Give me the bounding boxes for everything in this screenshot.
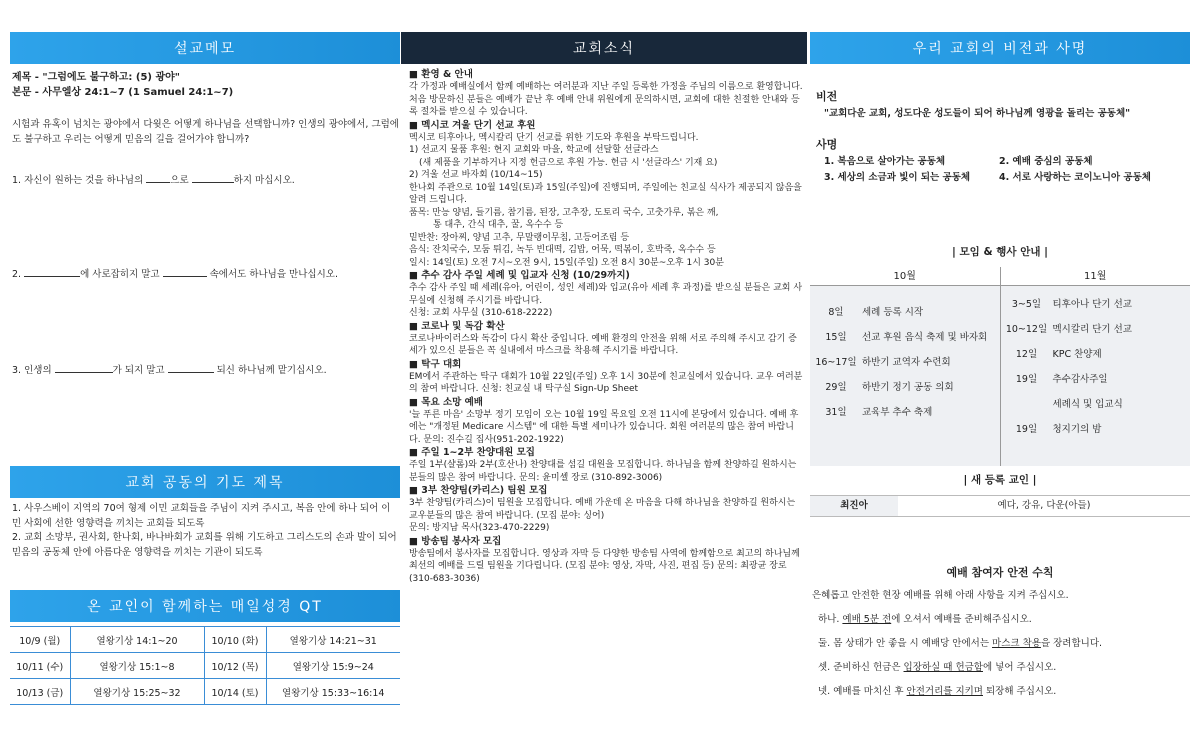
prayer-item: 1. 사우스베이 지역의 70여 형제 이민 교회들을 주님이 지켜 주시고, 복음 안에 하나 되어 이민 사회에 선한 영향력을 끼치는 교회들 되도록 xyxy=(12,503,391,529)
event-row: 29일 하반기 정기 공동 의회 xyxy=(825,382,954,393)
news-body: 1) 선교지 물품 후원: 현지 교회와 마을, 학교에 선달할 선글라스 xyxy=(409,145,659,155)
vision-header: 우리 교회의 비전과 사명 xyxy=(810,32,1190,64)
prayer-list xyxy=(12,502,398,560)
news-heading: ■ 환영 & 안내 xyxy=(409,69,473,80)
sermon-point-3: 3. 인생의 가 되지 말고 되신 하나님께 맡기십시오. xyxy=(12,365,327,376)
news-body: 문의: 방지남 목사(323-470-2229) xyxy=(409,523,550,533)
news-body: 3부 찬양팀(카리스)이 팀원을 모집합니다. 예배 가운데 온 마음을 다해 하나님을 찬양하길 원하시는 교우분들의 많은 참여 바랍니다. (모집 분야: 싱어) xyxy=(409,498,796,521)
news-header: 교회소식 xyxy=(401,32,807,64)
sermon-title: 제목 - "그럼에도 불구하고: (5) 광야" xyxy=(12,72,180,83)
news-body: 각 가정과 예배실에서 함께 예배하는 여러분과 지난 주일 등록한 가정을 주님의 이름으로 환영합니다. 처음 방문하신 분들은 예배가 끝난 후 예배 안내 위원에게 문의하시면, 교회에 대한 친절한 안내와 등록 절차를 받으실 수 있습니다. xyxy=(409,82,803,117)
event-row: 8일 세례 등록 시작 xyxy=(828,307,924,318)
sermon-column xyxy=(10,32,400,722)
qt-reading: 열왕기상 14:21~31 xyxy=(266,627,400,653)
news-body: 통 대추, 간식 대추, 꿀, 옥수수 등 xyxy=(433,220,564,230)
safety-rule: 하나. 예배 5분 전에 오셔서 예배를 준비해주십시오. xyxy=(818,614,1032,625)
mission-item: 3. 세상의 소금과 빛이 되는 공동체 xyxy=(824,172,971,183)
news-body: 주일 1부(샬롬)와 2부(호산나) 찬양대를 섬길 대원을 모집합니다. 하나님을 함께 찬양하길 원하시는 분들의 많은 참여 바랍니다. 문의: 윤미셸 장로 (310-892-3006) xyxy=(409,460,797,483)
safety-intro: 은혜롭고 안전한 현장 예배를 위해 아래 사항을 지켜 주십시오. xyxy=(812,590,1069,601)
qt-reading: 열왕기상 15:1~8 xyxy=(70,653,204,679)
qt-date: 10/13 (금) xyxy=(10,679,70,705)
prayer-header: 교회 공동의 기도 제목 xyxy=(10,466,400,498)
qt-reading: 열왕기상 15:9~24 xyxy=(266,653,400,679)
news-body: 신청: 교회 사무실 (310-618-2222) xyxy=(409,308,553,318)
november-events xyxy=(1001,286,1191,466)
safety-rule: 셋. 준비하신 헌금은 입장하실 때 헌금함에 넣어 주십시오. xyxy=(818,662,1057,673)
qt-date: 10/11 (수) xyxy=(10,653,70,679)
news-body: 방송팀에서 봉사자를 모집합니다. 영상과 자막 등 다양한 방송팀 사역에 함께함으로 최고의 하나님께 최선의 예배를 드릴 팀원을 기다립니다. (모집 분야: 영상, 자막, 사진, 편집 등) 문의: 최광균 장로 (310-683-3036) xyxy=(409,548,800,584)
safety-section xyxy=(810,564,1190,704)
news-list xyxy=(401,64,807,585)
event-row: 10~12일 멕시칼리 단기 선교 xyxy=(1005,324,1132,335)
qt-date: 10/14 (토) xyxy=(204,679,266,705)
mission-heading: 사명 xyxy=(816,138,838,151)
qt-date: 10/9 (월) xyxy=(10,627,70,653)
table-row xyxy=(10,627,400,653)
sermon-intro: 시험과 유혹이 넘치는 광야에서 다윗은 어떻게 하나님을 선택합니까? 인생의 광야에서, 그럼에도 불구하고 우리는 어떻게 믿음의 길을 걸어가야 합니까? xyxy=(12,119,399,145)
news-body: 2) 겨울 선교 바자회 (10/14~15) xyxy=(409,170,543,180)
news-heading: ■ 방송팀 봉사자 모집 xyxy=(409,535,502,547)
event-row: 19일 청지기의 밤 xyxy=(1015,424,1102,435)
news-body: 품목: 만능 양념, 들기름, 참기름, 된장, 고추장, 도토리 국수, 고춧가루, 볶은 깨, xyxy=(409,207,719,218)
vision-statement: "교회다운 교회, 성도다운 성도들이 되어 하나님께 영광을 돌리는 공동체" xyxy=(824,108,1131,119)
qt-header: 온 교인이 함께하는 매일성경 QT xyxy=(10,590,400,622)
event-row: 12일 KPC 찬양제 xyxy=(1015,349,1102,360)
mission-item: 1. 복음으로 살아가는 공동체 xyxy=(824,156,946,167)
month-label: 11월 xyxy=(1084,271,1107,282)
table-row xyxy=(10,653,400,679)
news-heading: ■ 추수 감사 주일 세례 및 입교자 신청 (10/29까지) xyxy=(409,270,630,281)
news-heading: ■ 코로나 및 독감 확산 xyxy=(409,320,505,332)
event-row: 세례식 및 입교식 xyxy=(1052,399,1123,410)
safety-title: 예배 참여자 안전 수칙 xyxy=(946,566,1054,579)
sermon-memo xyxy=(10,64,400,147)
news-body: 추수 감사 주일 때 세례(유아, 어린이, 성인 세례)와 입교(유아 세례 후 과정)를 받으실 분들은 교회 사무실에 신청해 주시기를 바랍니다. xyxy=(409,283,803,306)
events-section xyxy=(810,244,1190,466)
qt-table xyxy=(10,626,400,705)
event-row: 16~17일 하반기 교역자 수련회 xyxy=(815,357,951,368)
safety-rule: 둘. 몸 상태가 안 좋을 시 예배당 안에서는 마스크 착용을 장려합니다. xyxy=(818,638,1103,649)
news-body: 한나회 주관으로 10월 14일(토)과 15일(주일)에 진행되며, 주일에는 친교실 식사가 제공되지 않음을 알려 드립니다. xyxy=(409,182,802,205)
news-body: '늘 푸른 마음' 소망부 정기 모임이 오는 10월 19일 목요일 오전 11시에 본당에서 있습니다. 예배 후에는 "개정된 Medicare 시스템" 에 대한 특별 세미나가 있습니다. 회원 여러분의 많은 참여 바랍니다. 문의: 진수길 집사(951-202-1922) xyxy=(409,409,799,445)
news-column xyxy=(401,32,807,722)
news-body: 멕시코 티후아나, 멕시칼리 단기 선교를 위한 기도와 후원을 부탁드립니다. xyxy=(409,132,699,143)
news-body: (새 제품을 기부하거나 지정 헌금으로 후원 가능. 헌금 시 '선글라스' 기재 요) xyxy=(419,157,718,168)
news-body: 코로나바이러스와 독감이 다시 확산 중입니다. 예배 환경의 안전을 위해 서로 주의해 주시고 감기 증세가 있으신 분들은 꼭 실내에서 마스크를 착용해 주시기를 바랍니다. xyxy=(409,333,797,356)
sermon-scripture: 본문 - 사무엘상 24:1~7 (1 Samuel 24:1~7) xyxy=(12,87,234,98)
safety-rule: 넷. 예배를 마치신 후 안전거리를 지키며 퇴장해 주십시오. xyxy=(818,686,1057,697)
news-heading: ■ 탁구 대회 xyxy=(409,358,462,370)
news-heading: ■ 주일 1~2부 찬양대원 모집 xyxy=(409,447,535,458)
event-row: 31일 교육부 추수 축제 xyxy=(825,407,933,418)
october-events xyxy=(810,286,1001,466)
table-row xyxy=(10,679,400,705)
newcomer-family: 예다, 강유, 다운(아들) xyxy=(997,500,1091,511)
qt-date: 10/10 (화) xyxy=(204,627,266,653)
month-label: 10월 xyxy=(810,267,1001,285)
newcomer-name: 최진아 xyxy=(810,496,898,516)
qt-reading: 열왕기상 14:1~20 xyxy=(70,627,204,653)
news-heading: ■ 목요 소망 예배 xyxy=(409,396,483,408)
sermon-point-1: 1. 자신이 원하는 것을 하나님의 으로 하지 마십시오. xyxy=(12,175,295,186)
vision-heading: 비전 xyxy=(816,90,838,103)
event-row: 19일 추수감사주일 xyxy=(1015,374,1108,385)
news-heading: ■ 3부 찬양팀(카리스) 팀원 모집 xyxy=(409,485,548,496)
news-body: 음식: 잔치국수, 모둠 튀김, 녹두 빈대떡, 김밥, 어묵, 떡볶이, 호박죽, 옥수수 등 xyxy=(409,245,716,255)
events-title: | 모임 & 행사 안내 | xyxy=(952,246,1048,258)
event-row: 15일 선교 후원 음식 축제 및 바자회 xyxy=(825,332,988,343)
news-body: 일시: 14일(토) 오전 7시~오전 9시, 15일(주일) 오전 8시 30분~오후 1시 30분 xyxy=(409,257,724,268)
newcomers-section xyxy=(810,472,1190,517)
news-body: 밑반찬: 장아찌, 양념 고추, 무말랭이무침, 고등어조림 등 xyxy=(409,232,630,243)
vision-section xyxy=(810,64,1190,186)
mission-item: 4. 서로 사랑하는 코이노니아 공동체 xyxy=(999,172,1151,183)
sermon-header: 설교메모 xyxy=(10,32,400,64)
vision-column xyxy=(810,32,1190,722)
qt-reading: 열왕기상 15:33~16:14 xyxy=(266,679,400,705)
qt-date: 10/12 (목) xyxy=(204,653,266,679)
newcomers-title: | 새 등록 교인 | xyxy=(963,474,1037,486)
mission-item: 2. 예배 중심의 공동체 xyxy=(999,156,1093,167)
sermon-point-2: 2. 에 사로잡히지 말고 속에서도 하나님을 만나십시오. xyxy=(12,269,338,280)
news-heading: ■ 멕시코 겨울 단기 선교 후원 xyxy=(409,119,536,131)
prayer-item: 2. 교회 소망부, 권사회, 한나회, 바나바회가 교회를 위해 기도하고 그리스도의 손과 발이 되어 믿음의 공동체 안에 아름다운 영향력을 끼치는 기관이 되도록 xyxy=(12,532,397,558)
event-row: 3~5일 티후아나 단기 선교 xyxy=(1011,299,1132,310)
qt-reading: 열왕기상 15:25~32 xyxy=(70,679,204,705)
news-body: EM에서 주관하는 탁구 대회가 10월 22일(주일) 오후 1시 30분에 친교실에서 있습니다. 교우 여러분의 참여 바랍니다. 신청: 친교실 내 탁구실 Sign-Up Sheet xyxy=(409,371,803,394)
